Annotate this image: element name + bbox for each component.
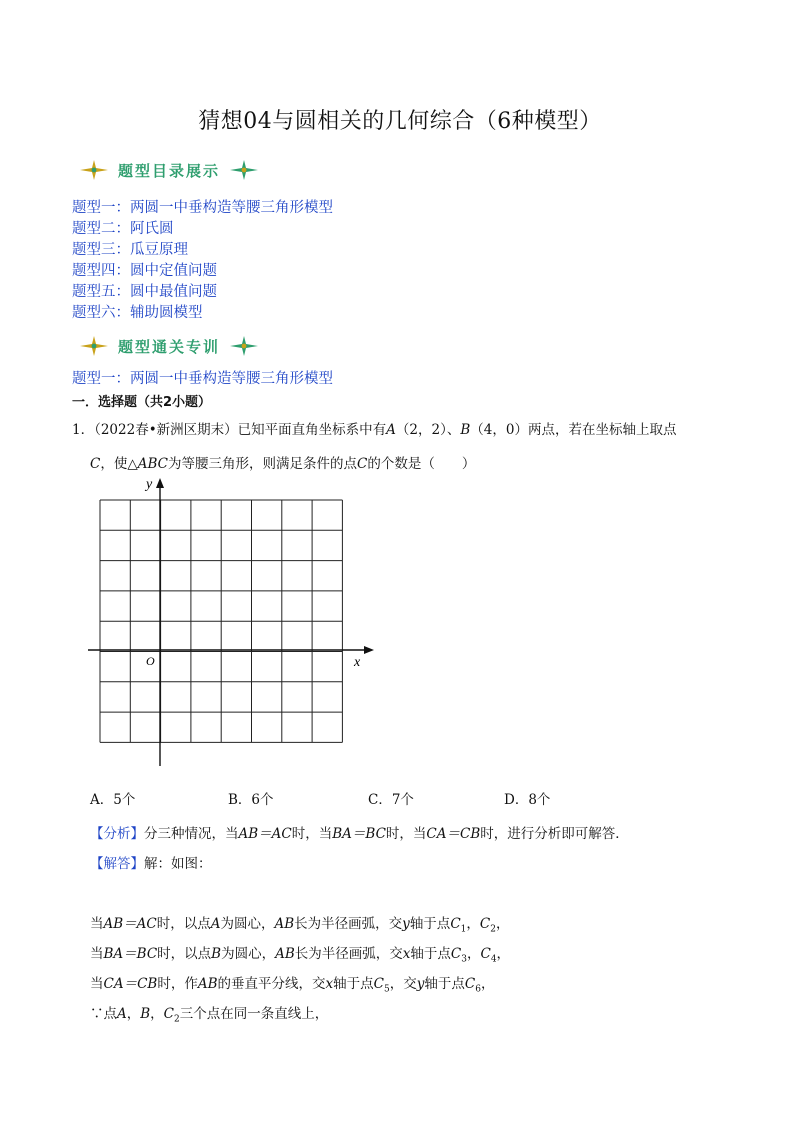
- toc-item-3[interactable]: 题型三：瓜豆原理: [72, 242, 188, 258]
- banner-label: 题型目录展示: [118, 161, 221, 180]
- sparkle-icon: [80, 160, 108, 180]
- grid-lines: [100, 500, 342, 742]
- sparkle-icon: [80, 336, 108, 356]
- solution-line-2: 当BA＝BC时，以点B为圆心，AB长为半径画弧，交x轴于点$C_3$，$C_4$，: [90, 946, 511, 965]
- page-title: 猜想04与圆相关的几何综合（6种模型）: [198, 109, 602, 134]
- section-banner-catalog: [80, 157, 258, 183]
- section-link[interactable]: 题型一：两圆一中垂构造等腰三角形模型: [72, 371, 333, 387]
- origin-label: O: [146, 654, 155, 668]
- option-a[interactable]: A．5个: [90, 792, 136, 808]
- solution-line-4: ∵点A，B，$C_2$三个点在同一条直线上，: [90, 1006, 329, 1025]
- question-1-line-1: 1．（2022春•新洲区期末）已知平面直角坐标系中有A（2，2）、B（4，0）两点，若在坐标轴上取点: [72, 422, 677, 438]
- x-axis-label: x: [354, 655, 361, 670]
- solution-line-1: 当AB＝AC时，以点A为圆心，AB长为半径画弧，交y轴于点$C_1$，$C_2$，: [90, 916, 510, 935]
- toc-item-6[interactable]: 题型六：辅助圆模型: [72, 305, 203, 321]
- toc-list: [72, 198, 333, 324]
- y-axis-arrow: [156, 478, 164, 488]
- question-1-line-2: C，使△ABC为等腰三角形，则满足条件的点C的个数是（ ）: [90, 456, 476, 472]
- toc-item-5[interactable]: 题型五：圆中最值问题: [72, 284, 217, 300]
- sparkle-icon: [230, 160, 258, 180]
- answer-line: 【解答】解：如图：: [90, 856, 212, 872]
- toc-item-4[interactable]: 题型四：圆中定值问题: [72, 263, 217, 279]
- option-b[interactable]: B．6个: [228, 792, 274, 808]
- option-d[interactable]: D．8个: [504, 792, 551, 808]
- y-axis-label: y: [146, 477, 153, 492]
- x-axis-arrow: [364, 646, 374, 654]
- solution-line-3: 当CA＝CB时，作AB的垂直平分线，交x轴于点$C_5$，交y轴于点$C_6$，: [90, 976, 495, 995]
- analysis-line: 【分析】分三种情况，当AB＝AC时，当BA＝BC时，当CA＝CB时，进行分析即可解答．: [90, 826, 629, 842]
- toc-item-2[interactable]: 题型二：阿氏圆: [72, 221, 174, 237]
- section-heading: 一．选择题（共2小题）: [72, 395, 212, 410]
- coordinate-grid-figure: [88, 474, 378, 766]
- toc-item-1[interactable]: 题型一：两圆一中垂构造等腰三角形模型: [72, 200, 333, 216]
- banner-label: 题型通关专训: [118, 337, 221, 356]
- option-c[interactable]: C．7个: [368, 792, 414, 808]
- sparkle-icon: [230, 336, 258, 356]
- section-banner-training: [80, 333, 258, 359]
